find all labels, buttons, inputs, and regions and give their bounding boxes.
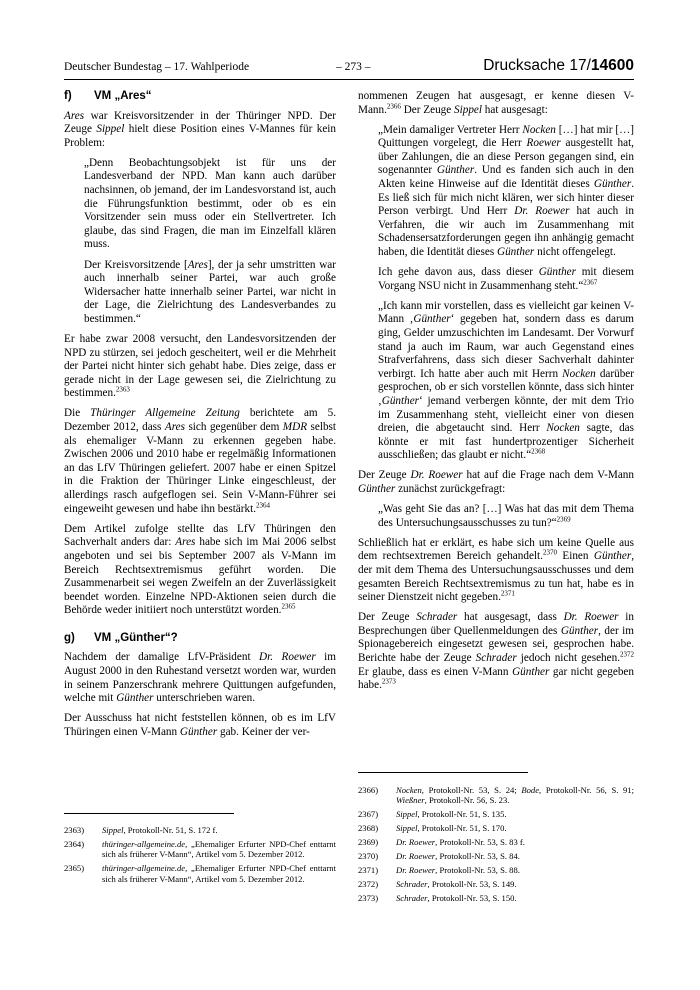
text: gab. Keiner der ver- bbox=[217, 725, 310, 738]
footnote-text bbox=[396, 893, 634, 903]
emphasis: Nocken bbox=[562, 367, 596, 380]
quotation bbox=[378, 266, 634, 293]
emphasis: Günther bbox=[593, 550, 632, 563]
quotation bbox=[378, 300, 634, 463]
footnote-text bbox=[102, 839, 336, 860]
header-parliament: Deutscher Bundestag – 17. Wahlperiode bbox=[64, 61, 250, 73]
footnote-number: 2363) bbox=[64, 825, 85, 835]
footnote-number: 2369) bbox=[358, 837, 379, 848]
text: , der mit dem Thema des Untersuchungsausschusses und dem gesamten Bereich Rechtsextremismus zu tun hat, habe es in seiner Dienstzeit nicht gegeben. bbox=[358, 550, 634, 604]
emphasis: Dr. Roewer bbox=[514, 205, 570, 218]
footnotes-left bbox=[64, 825, 336, 888]
text: ‘ gegeben hat, sondern dass es darum ging, Gelder umzuschichten im Landesamt. Der Vorwurf stand ja auch im Raum, war auch Gegenstand eines Strafverfahrens, dass sich dieser Sachverhalt dahinter verbirgt. Ich hatte aber auch mit Herrn bbox=[378, 313, 634, 380]
text: , Protokoll-Nr. 53, S. 88. bbox=[435, 865, 520, 876]
text: Der Ausschuss hat nicht feststellen können, ob es im LfV Thüringen einen V-Mann bbox=[64, 712, 336, 738]
footnote-number: 2368) bbox=[358, 823, 379, 834]
emphasis: Sippel bbox=[396, 809, 418, 820]
footnotes-right bbox=[358, 785, 634, 907]
footnote bbox=[358, 823, 634, 833]
paragraph bbox=[358, 611, 634, 693]
emphasis: Sippel bbox=[454, 103, 482, 116]
text: , Protokoll-Nr. 51, S. 172 f. bbox=[123, 825, 218, 835]
footnote-ref: 2366 bbox=[386, 101, 401, 110]
quotation bbox=[84, 259, 336, 327]
paragraph bbox=[358, 90, 634, 117]
text: hat auf die Frage nach dem V-Mann bbox=[462, 469, 634, 482]
text: , Protokoll-Nr. 51, S. 170. bbox=[417, 823, 507, 834]
paragraph bbox=[64, 651, 336, 705]
emphasis: Dr. Roewer bbox=[396, 837, 436, 848]
text: Ich gehe davon aus, dass dieser bbox=[378, 266, 539, 279]
footnote-text bbox=[102, 863, 336, 884]
text: . Und es fanden sich auch in den Akten keine Hinweise auf die Identität dieses bbox=[378, 164, 634, 191]
emphasis: Bode bbox=[521, 785, 540, 795]
paragraph bbox=[64, 523, 336, 618]
footnote-number: 2373) bbox=[358, 893, 379, 904]
footnote-text bbox=[396, 837, 634, 847]
text: hat auch in Verfahren, die wir auch im Zusammenhang mit Schadensersatzforderungen gegen ihn anhängig gemacht haben, die Identität dieses bbox=[378, 205, 634, 259]
text: „Ich kann mir vorstellen, dass es vielleicht gar keinen V-Mann ‚ bbox=[378, 299, 634, 326]
emphasis: Günther bbox=[413, 313, 451, 326]
text: Schließlich hat er erklärt, es habe sich um keine Quelle aus dem rechtsextremen Bereich gehandelt. bbox=[358, 536, 634, 563]
emphasis: Günther bbox=[512, 665, 550, 678]
footnote-ref: 2373 bbox=[381, 677, 396, 686]
left-column bbox=[64, 90, 336, 746]
emphasis: Wießner bbox=[396, 795, 425, 806]
section-title: VM „Ares“ bbox=[94, 90, 152, 102]
text: , der im Spionagebereich eingesetzt gewesen sei, gesprochen habe. Berichte habe der Zeuge bbox=[358, 624, 634, 665]
text: war Kreisvorsitzender in der Thüringer NPD. Der Zeuge bbox=[64, 109, 336, 136]
text: zunächst zurückgefragt: bbox=[395, 483, 506, 496]
footnote bbox=[358, 809, 634, 819]
footnote bbox=[64, 839, 336, 860]
footnote-number: 2371) bbox=[358, 865, 379, 876]
emphasis: Ares bbox=[164, 421, 185, 434]
emphasis: Sippel bbox=[102, 825, 124, 835]
section-title: VM „Günther“? bbox=[94, 631, 178, 644]
footnote-separator bbox=[358, 772, 528, 773]
text: , Protokoll-Nr. 56, S. 91; bbox=[539, 785, 634, 795]
text: berichtete am 5. Dezember 2012, dass bbox=[64, 407, 336, 434]
footnote-number: 2372) bbox=[358, 879, 379, 890]
text: Der Kreisvorsitzende [ bbox=[84, 258, 188, 271]
emphasis: MDR bbox=[282, 421, 308, 434]
text: , Protokoll-Nr. 53, S. 150. bbox=[427, 893, 517, 904]
text: „Was geht Sie das an? […] Was hat das mit dem Thema des Untersuchungsausschusses zu tun?“ bbox=[378, 503, 634, 529]
footnote bbox=[64, 825, 336, 835]
paragraph bbox=[64, 712, 336, 739]
text: gar nicht gegeben habe. bbox=[358, 665, 634, 692]
footnote-number: 2366) bbox=[358, 785, 379, 795]
footnote-text bbox=[396, 879, 634, 889]
emphasis: Günther bbox=[496, 246, 535, 259]
text: darüber gesprochen, ob er sich vorstellen könnte, dass sich hinter ‚ bbox=[378, 367, 634, 407]
emphasis: Günther bbox=[538, 266, 576, 279]
text: habe sich im Mai 2006 selbst angeboten und sei bis September 2007 als V-Mann im Bereich Rechtsextremismus geführt worden. Die Zusammenarbeit sei wegen Zweifeln an der Zuverlässigkeit beendet worden. Einzelne NPD-Aktionen seien durch die Behörde weder initiiert noch unterstützt worden. bbox=[64, 536, 336, 617]
text: Einen bbox=[556, 550, 594, 563]
emphasis: Nocken bbox=[546, 422, 580, 435]
text: Er glaube, dass es einen V-Mann bbox=[358, 665, 513, 678]
emphasis: Schrader bbox=[396, 893, 428, 904]
emphasis: Schrader bbox=[416, 611, 458, 624]
text: unterschrieben waren. bbox=[153, 692, 256, 705]
paragraph bbox=[64, 110, 336, 151]
emphasis: Nocken bbox=[396, 785, 422, 795]
emphasis: Sippel bbox=[96, 123, 125, 136]
footnote-ref: 2363 bbox=[115, 385, 130, 394]
emphasis: Günther bbox=[381, 394, 420, 407]
footnote bbox=[358, 893, 634, 903]
footnote-ref: 2367 bbox=[583, 277, 598, 286]
quotation bbox=[378, 124, 634, 260]
text: , Protokoll-Nr. 53, S. 24; bbox=[421, 785, 522, 795]
footnote-number: 2365) bbox=[64, 863, 85, 874]
footnote-ref: 2370 bbox=[542, 548, 557, 557]
text: , Protokoll-Nr. 56, S. 23. bbox=[424, 795, 510, 806]
text: nicht offengelegt. bbox=[534, 246, 616, 259]
paragraph bbox=[64, 333, 336, 401]
text: , Protokoll-Nr. 51, S. 135. bbox=[417, 809, 507, 820]
text: ausgestellt hat, über Zahlungen, die an diese Person gegangen sind, ein sogenannter bbox=[378, 137, 634, 177]
text: , „Ehemaliger Erfurter NPD-Chef enttarnt sich als früherer V-Mann“, Artikel vom 5. Dezember 2012. bbox=[102, 863, 336, 884]
text: Der Zeuge bbox=[400, 103, 455, 116]
text: sich gegenüber dem bbox=[184, 421, 283, 434]
header-rule bbox=[64, 79, 634, 80]
emphasis: Dr. Roewer bbox=[396, 865, 436, 876]
text: Nachdem der damalige LfV-Präsident bbox=[64, 651, 260, 664]
footnote-ref: 2371 bbox=[500, 589, 515, 598]
text: ‘ jemand verbergen könnte, der mit dem Trio im Zusammenhang steht, vielleicht einer von diesen dreien, die abgetaucht sind. Herr bbox=[378, 394, 634, 435]
text: Er habe zwar 2008 versucht, den Landesvorsitzenden der NPD zu stürzen, sei jedoch gescheitert, weil er die Mehrheit der Partei nicht hinter sich gehabt habe. Dies zeige, dass er gerade nicht in der Lage gewesen sei, die Zielrichtung zu bestimmen. bbox=[64, 333, 336, 400]
text: sagte, das könnte er mit fast hundertprozentiger Sicherheit ausschließen; das glaubt er nicht.“ bbox=[378, 422, 634, 462]
emphasis: Dr. Roewer bbox=[410, 469, 463, 482]
text: Der Zeuge bbox=[358, 611, 417, 624]
footnote-text bbox=[396, 851, 634, 861]
quotation: „Denn Beobachtungsobjekt ist für uns der Landesverband der NPD. Man kann auch darüber nachsinnen, ob jemand, der im Landesvorstand ist, auch die Führungsfunktion bestimmt, oder ob es ein Vorsitzender sein muss oder ein Stellvertreter. Ich glaube, das sind Fragen, die man im Einzelfall klären muss. bbox=[84, 156, 336, 251]
right-column bbox=[358, 90, 634, 699]
emphasis: Dr. Roewer bbox=[396, 851, 436, 862]
footnote bbox=[358, 837, 634, 847]
header-document-number: 14600 bbox=[590, 57, 634, 74]
text: hielt diese Position eines V-Mannes für kein Problem: bbox=[64, 123, 336, 149]
emphasis: Günther bbox=[116, 692, 154, 705]
text: hat ausgesagt, dass bbox=[457, 611, 564, 624]
text: „Mein damaliger Vertreter Herr bbox=[378, 123, 523, 136]
emphasis: Ares bbox=[175, 536, 196, 549]
section-heading-f bbox=[64, 90, 336, 104]
footnote-text bbox=[396, 809, 634, 819]
emphasis: Sippel bbox=[396, 823, 418, 834]
emphasis: Thüringer Allgemeine Zeitung bbox=[90, 407, 240, 420]
footnote bbox=[358, 879, 634, 889]
footnote bbox=[358, 865, 634, 875]
text: , Protokoll-Nr. 53, S. 84. bbox=[435, 851, 520, 862]
paragraph bbox=[358, 469, 634, 496]
header-document-id bbox=[483, 57, 634, 75]
emphasis: Günther bbox=[593, 178, 632, 191]
text: Die bbox=[64, 407, 91, 420]
text: mit diesem Vorgang NSU nicht in Zusammenhang steht.“ bbox=[378, 266, 635, 292]
footnote-text bbox=[396, 865, 634, 875]
emphasis: Dr. Roewer bbox=[259, 651, 316, 664]
emphasis: thüringer-allgemeine.de bbox=[102, 839, 186, 849]
section-label: f) bbox=[64, 90, 72, 102]
emphasis: Günther bbox=[436, 164, 475, 177]
footnote-ref: 2372 bbox=[620, 650, 634, 659]
footnote-ref: 2365 bbox=[281, 602, 296, 611]
header-page-number: – 273 – bbox=[336, 61, 371, 73]
text: Dem Artikel zufolge stellte das LfV Thüringen den Sachverhalt anders dar: bbox=[64, 522, 336, 549]
emphasis: Dr. Roewer bbox=[563, 611, 619, 624]
footnote-text bbox=[396, 785, 634, 806]
footnote bbox=[358, 785, 634, 806]
emphasis: Günther bbox=[179, 725, 218, 738]
text: , Protokoll-Nr. 53, S. 83 f. bbox=[435, 837, 525, 848]
text: Der Zeuge bbox=[358, 469, 411, 482]
text: ], der ja sehr umstritten war auch innerhalb seiner Partei, war auch große Widersacher hatte innerhalb seiner Partei, war nicht in der Lage, die Zielrichtung des Landesverbandes zu bestimmen.“ bbox=[84, 258, 336, 325]
emphasis: Ares bbox=[64, 109, 85, 122]
emphasis: thüringer-allgemeine.de bbox=[102, 863, 186, 874]
text: , „Ehemaliger Erfurter NPD-Chef enttarnt sich als früherer V-Mann“, Artikel vom 5. Dezember 2012. bbox=[102, 839, 336, 860]
footnote-separator bbox=[64, 813, 234, 814]
page-header bbox=[64, 57, 634, 77]
quotation bbox=[378, 503, 634, 530]
text: , Protokoll-Nr. 53, S. 149. bbox=[427, 879, 517, 890]
emphasis: Schrader bbox=[475, 652, 517, 665]
text: in Besprechungen über Quellenmeldungen des bbox=[358, 611, 634, 637]
text: im August 2000 in den Ruhestand versetzt worden war, wurden in seinem Panzerschrank mehrere Quittungen aufgefunden, welche mit bbox=[64, 651, 336, 705]
footnote-text bbox=[396, 823, 634, 833]
emphasis: Roewer bbox=[526, 137, 561, 150]
footnote-number: 2364) bbox=[64, 839, 85, 849]
text: . Es ließ sich für mich nicht klären, wer sich hinter dieser Person verbirgt. Und Herr bbox=[378, 178, 634, 218]
emphasis: Nocken bbox=[522, 123, 556, 136]
text: selbst als ehemaliger V-Mann zu erkennen gegeben habe. Zwischen 2006 und 2010 habe er regelmäßig Informationen an das LfV Thüringen geliefert. 2007 habe er einen Spitzel in die Fraktion der Thüringer Linke eingeschleust, der allerdings rasch aufgeflogen sei. Sein V-Mann-Führer sei eingeweiht gewesen und habe ihn bestärkt. bbox=[64, 421, 337, 515]
footnote-number: 2367) bbox=[358, 809, 379, 820]
footnote-ref: 2369 bbox=[556, 514, 571, 523]
paragraph bbox=[358, 537, 634, 605]
emphasis: Ares bbox=[187, 258, 208, 271]
footnote bbox=[64, 863, 336, 884]
emphasis: Günther bbox=[560, 624, 599, 637]
header-document-prefix: Drucksache 17/ bbox=[483, 57, 591, 74]
paragraph bbox=[64, 407, 336, 516]
text: […] hat mir […] Quittungen vorgelegt, die Herr bbox=[378, 123, 635, 150]
footnote-number: 2370) bbox=[358, 851, 379, 862]
footnote bbox=[358, 851, 634, 861]
emphasis: Günther bbox=[358, 483, 396, 496]
footnote-ref: 2368 bbox=[531, 447, 546, 456]
text: jedoch nicht gesehen. bbox=[516, 652, 620, 665]
emphasis: Schrader bbox=[396, 879, 428, 890]
text: hat ausgesagt: bbox=[482, 103, 548, 116]
footnote-ref: 2364 bbox=[256, 500, 270, 509]
text: nommenen Zeugen hat ausgesagt, er kenne diesen V-Mann. bbox=[358, 90, 634, 116]
section-heading-g bbox=[64, 632, 336, 646]
section-label: g) bbox=[64, 631, 75, 644]
footnote-text bbox=[102, 825, 336, 835]
